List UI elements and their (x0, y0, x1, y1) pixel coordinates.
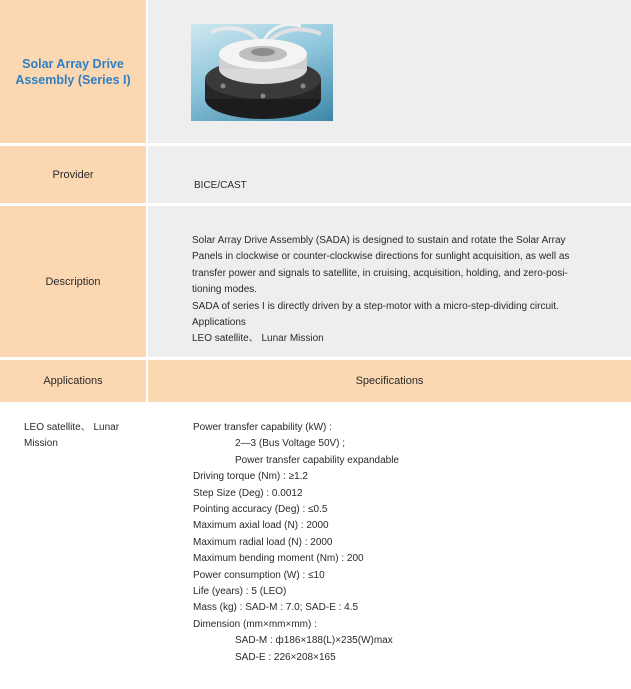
spec-line: Pointing accuracy (Deg) : ≤0.5 (193, 504, 328, 516)
specifications-header (148, 360, 631, 402)
applications-cell (0, 404, 146, 689)
spec-line: Life (years) : 5 (LEO) (193, 586, 287, 598)
applications-header-label: Applications (43, 375, 103, 387)
description-label: Description (45, 275, 101, 288)
spec-line: Step Size (Deg) : 0.0012 (193, 487, 303, 499)
spec-line: Power consumption (W) : ≤10 (193, 569, 325, 581)
spec-line: Dimension (mm×mm×mm) : (193, 618, 317, 630)
spec-line: Maximum radial load (N) : 2000 (193, 536, 333, 548)
spec-line: Power transfer capability (kW) : (193, 422, 332, 433)
description-line: Panels in clockwise or counter-clockwise directions for sunlight acquisition, as well as (192, 251, 570, 263)
applications-header (0, 360, 146, 402)
spec-line: Power transfer capability expandable (235, 454, 399, 466)
description-cell (148, 206, 631, 357)
description-label-cell (0, 206, 146, 357)
description-line: LEO satellite、 Lunar Mission (192, 333, 324, 345)
product-title-cell (0, 0, 146, 143)
spec-line: Driving torque (Nm) : ≥1.2 (193, 471, 308, 483)
specifications-cell (148, 404, 631, 689)
sada-device-illustration (191, 24, 333, 121)
spec-line: Maximum bending moment (Nm) : 200 (193, 553, 364, 565)
description-line: transfer power and signals to satellite, in cruising, acquisition, holding, and zero-posi- (192, 267, 568, 279)
product-photo (191, 24, 333, 121)
specifications-list (193, 420, 613, 666)
description-line: Solar Array Drive Assembly (SADA) is designed to sustain and rotate the Solar Array (192, 235, 566, 246)
specifications-header-label: Specifications (355, 375, 424, 387)
description-line: SADA of series I is directly driven by a step-motor with a micro-step-dividing circuit. (192, 300, 559, 312)
provider-value: BICE/CAST (194, 180, 247, 191)
provider-label-cell (0, 146, 146, 203)
spec-line: Mass (kg) : SAD-M : 7.0; SAD-E : 4.5 (193, 602, 359, 614)
product-title: Solar Array Drive Assembly (Series I) (15, 56, 131, 87)
description-line: Applications (192, 317, 246, 329)
spec-line: SAD-M : ф186×188(L)×235(W)max (235, 635, 393, 647)
spec-line: 2—3 (Bus Voltage 50V) ; (235, 438, 346, 450)
product-photo-cell (148, 0, 631, 143)
description-line: tioning modes. (192, 284, 258, 296)
spec-line: Maximum axial load (N) : 2000 (193, 520, 329, 532)
applications-value: LEO satellite、 Lunar Mission (24, 422, 120, 449)
provider-label: Provider (52, 168, 94, 181)
spec-line: SAD-E : 226×208×165 (235, 651, 336, 663)
description-text (192, 233, 592, 348)
provider-value-cell (148, 146, 631, 203)
